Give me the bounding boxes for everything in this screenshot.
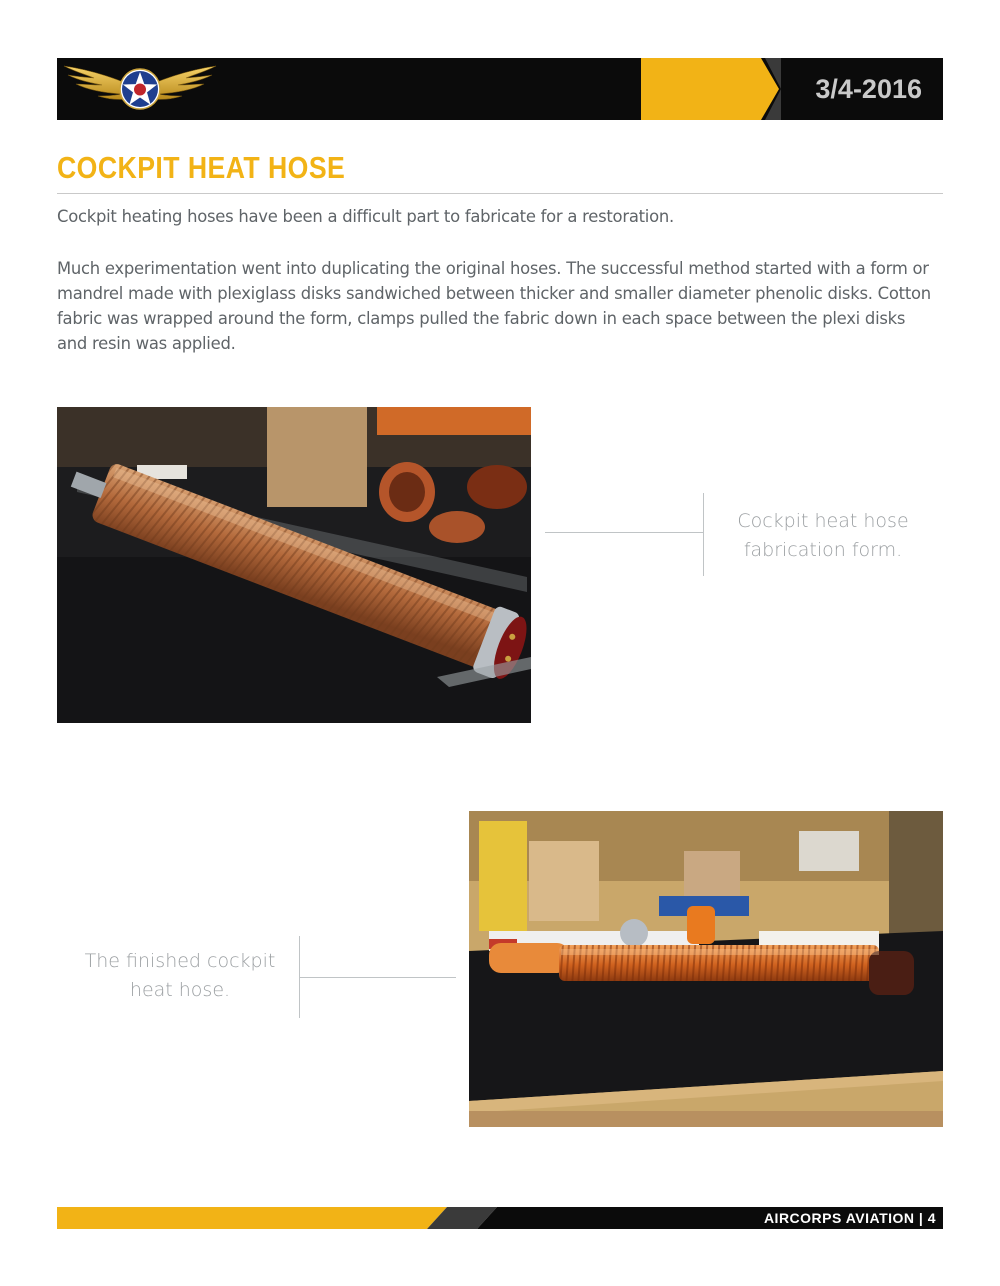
- method-paragraph: Much experimentation went into duplicating the original hoses. The successful method started with a form or mandrel made with plexiglass disks sandwiched between thicker and smaller diameter phenolic disks. Cotton fabric was wrapped around the form, clamps pulled the fabric down in each space between the plexi disks and resin was applied.: [57, 259, 931, 353]
- callout-leader-line: [300, 977, 456, 978]
- header-accent-chevron: [641, 58, 781, 120]
- page-title: COCKPIT HEAT HOSE: [57, 150, 346, 185]
- figure-caption: Cockpit heat hose fabrication form.: [737, 510, 909, 561]
- footer-label: AIRCORPS AVIATION | 4: [763, 1210, 936, 1226]
- mandrel-form-photo: [57, 407, 531, 723]
- figure-caption: The finished cockpit heat hose.: [84, 950, 276, 1001]
- finished-hose-photo: [469, 811, 943, 1127]
- winged-star-logo: [62, 60, 218, 116]
- intro-paragraph: Cockpit heating hoses have been a difficult part to fabricate for a restoration.: [57, 207, 674, 226]
- title-divider: [57, 193, 943, 194]
- issue-date: 3/4-2016: [815, 74, 922, 104]
- callout-leader-line: [545, 532, 703, 533]
- callout-bracket-line: [703, 493, 704, 576]
